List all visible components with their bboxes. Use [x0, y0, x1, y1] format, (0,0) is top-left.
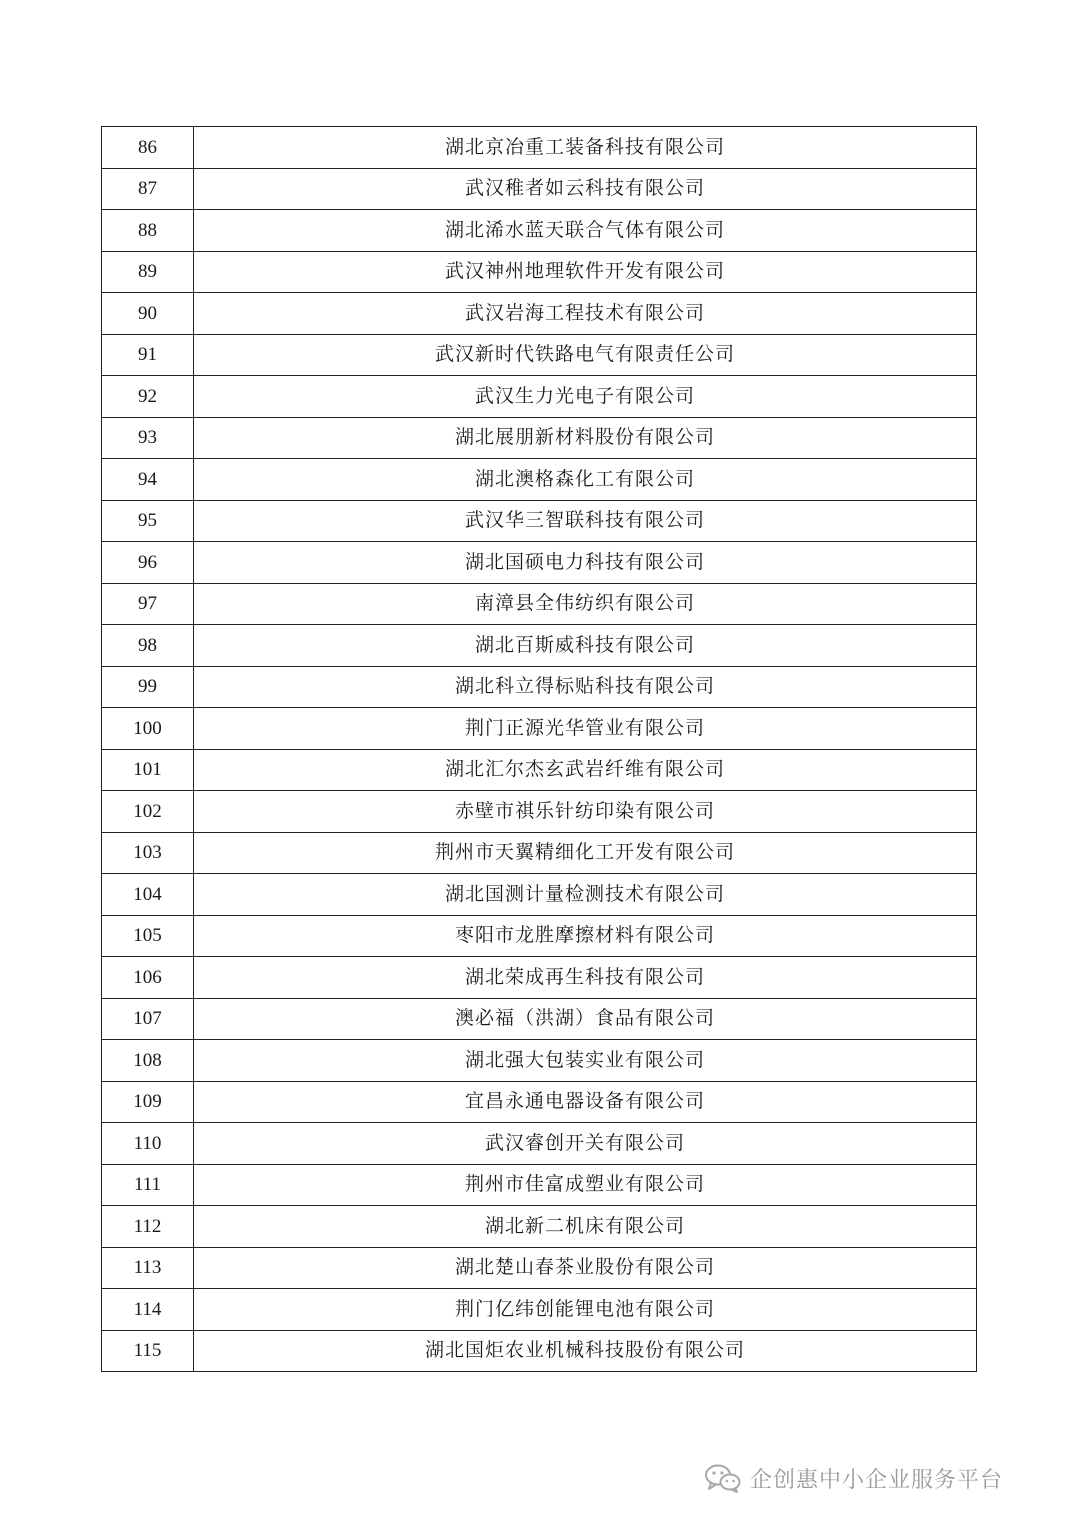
table-row	[102, 874, 977, 916]
table-row	[102, 1081, 977, 1123]
company-name: 湖北科立得标贴科技有限公司	[194, 666, 977, 708]
company-name: 武汉神州地理软件开发有限公司	[194, 251, 977, 293]
row-number: 94	[102, 459, 194, 501]
company-name: 湖北澳格森化工有限公司	[194, 459, 977, 501]
company-name: 武汉生力光电子有限公司	[194, 376, 977, 418]
row-number: 96	[102, 542, 194, 584]
wechat-icon	[704, 1463, 742, 1493]
table-row	[102, 1289, 977, 1331]
row-number: 108	[102, 1040, 194, 1082]
row-number: 102	[102, 791, 194, 833]
company-name: 南漳县全伟纺织有限公司	[194, 583, 977, 625]
table-row	[102, 832, 977, 874]
table-row	[102, 168, 977, 210]
table-row	[102, 1247, 977, 1289]
row-number: 107	[102, 998, 194, 1040]
row-number: 90	[102, 293, 194, 335]
table-row	[102, 915, 977, 957]
row-number: 89	[102, 251, 194, 293]
table-row	[102, 127, 977, 169]
row-number: 112	[102, 1206, 194, 1248]
row-number: 101	[102, 749, 194, 791]
table-row	[102, 542, 977, 584]
company-name: 澳必福（洪湖）食品有限公司	[194, 998, 977, 1040]
table-row	[102, 376, 977, 418]
row-number: 105	[102, 915, 194, 957]
row-number: 114	[102, 1289, 194, 1331]
table-row	[102, 334, 977, 376]
company-name: 湖北强大包装实业有限公司	[194, 1040, 977, 1082]
table-row	[102, 625, 977, 667]
row-number: 87	[102, 168, 194, 210]
row-number: 115	[102, 1330, 194, 1372]
row-number: 110	[102, 1123, 194, 1165]
company-name: 武汉睿创开关有限公司	[194, 1123, 977, 1165]
row-number: 104	[102, 874, 194, 916]
company-name: 湖北荣成再生科技有限公司	[194, 957, 977, 999]
table-row	[102, 500, 977, 542]
table-row	[102, 417, 977, 459]
row-number: 95	[102, 500, 194, 542]
table-row	[102, 210, 977, 252]
row-number: 106	[102, 957, 194, 999]
company-name: 宜昌永通电器设备有限公司	[194, 1081, 977, 1123]
watermark	[704, 1458, 1003, 1498]
table-body	[102, 127, 977, 1372]
row-number: 99	[102, 666, 194, 708]
table-row	[102, 1206, 977, 1248]
row-number: 93	[102, 417, 194, 459]
watermark-text: 企创惠中小企业服务平台	[750, 1467, 1004, 1493]
table-row	[102, 583, 977, 625]
company-name: 湖北新二机床有限公司	[194, 1206, 977, 1248]
table-row	[102, 998, 977, 1040]
company-name: 湖北浠水蓝天联合气体有限公司	[194, 210, 977, 252]
row-number: 100	[102, 708, 194, 750]
table-row	[102, 1040, 977, 1082]
row-number: 86	[102, 127, 194, 169]
company-name: 荆门亿纬创能锂电池有限公司	[194, 1289, 977, 1331]
row-number: 92	[102, 376, 194, 418]
company-name: 荆州市佳富成塑业有限公司	[194, 1164, 977, 1206]
row-number: 91	[102, 334, 194, 376]
row-number: 113	[102, 1247, 194, 1289]
row-number: 109	[102, 1081, 194, 1123]
company-name: 武汉稚者如云科技有限公司	[194, 168, 977, 210]
company-name: 荆州市天翼精细化工开发有限公司	[194, 832, 977, 874]
company-name: 湖北国测计量检测技术有限公司	[194, 874, 977, 916]
row-number: 97	[102, 583, 194, 625]
table-row	[102, 791, 977, 833]
company-name: 湖北汇尔杰玄武岩纤维有限公司	[194, 749, 977, 791]
row-number: 88	[102, 210, 194, 252]
table-row	[102, 708, 977, 750]
table-row	[102, 293, 977, 335]
company-name: 荆门正源光华管业有限公司	[194, 708, 977, 750]
company-name: 武汉岩海工程技术有限公司	[194, 293, 977, 335]
company-name: 湖北百斯威科技有限公司	[194, 625, 977, 667]
company-list-table	[101, 126, 977, 1372]
table-row	[102, 1164, 977, 1206]
company-name: 赤壁市祺乐针纺印染有限公司	[194, 791, 977, 833]
company-name: 湖北国炬农业机械科技股份有限公司	[194, 1330, 977, 1372]
row-number: 111	[102, 1164, 194, 1206]
table-row	[102, 749, 977, 791]
row-number: 103	[102, 832, 194, 874]
company-name: 湖北展朋新材料股份有限公司	[194, 417, 977, 459]
table-row	[102, 459, 977, 501]
company-name: 湖北京冶重工装备科技有限公司	[194, 127, 977, 169]
company-name: 湖北国硕电力科技有限公司	[194, 542, 977, 584]
company-name: 湖北楚山春茶业股份有限公司	[194, 1247, 977, 1289]
row-number: 98	[102, 625, 194, 667]
table-row	[102, 1123, 977, 1165]
company-name: 武汉华三智联科技有限公司	[194, 500, 977, 542]
company-name: 枣阳市龙胜摩擦材料有限公司	[194, 915, 977, 957]
company-name: 武汉新时代铁路电气有限责任公司	[194, 334, 977, 376]
table-row	[102, 666, 977, 708]
table-row	[102, 957, 977, 999]
table-row	[102, 251, 977, 293]
table-row	[102, 1330, 977, 1372]
